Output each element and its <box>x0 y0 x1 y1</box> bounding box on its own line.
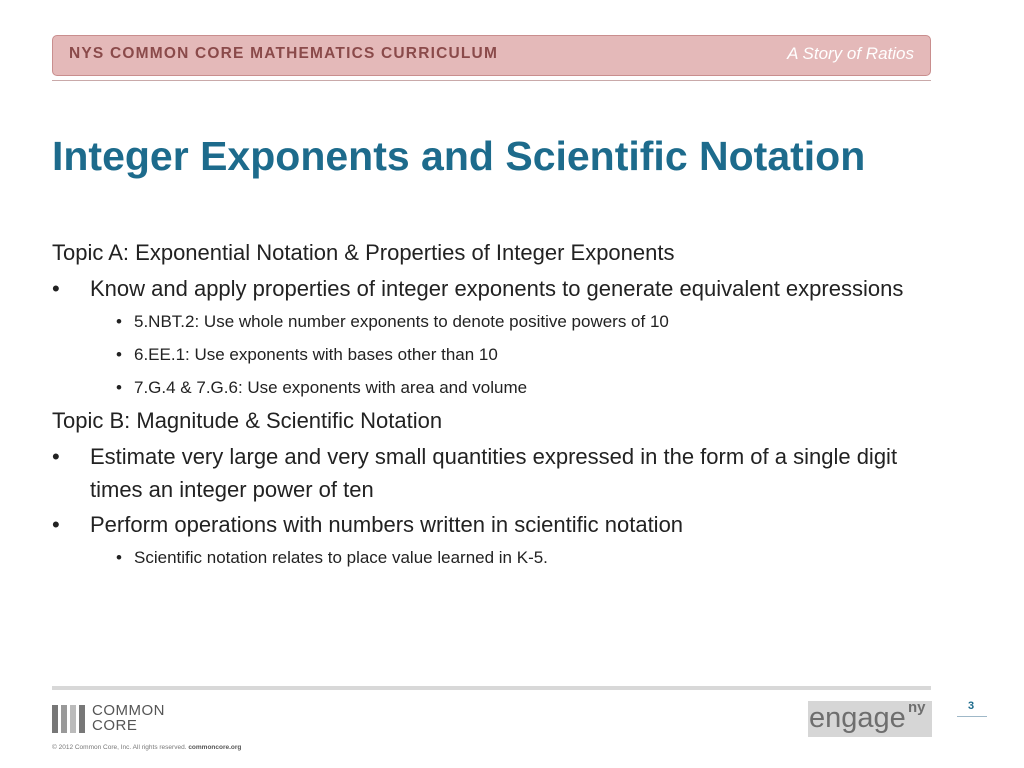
bullet-marker: • <box>52 444 60 469</box>
logo-bar-icon <box>70 705 76 733</box>
topic-b-bullet <box>52 508 932 541</box>
bullet-text: Perform operations with numbers written in scientific notation <box>90 512 684 537</box>
logo-text <box>92 703 165 733</box>
slide-title: Integer Exponents and Scientific Notation <box>52 133 866 179</box>
topic-a-subbullet <box>52 371 932 404</box>
engage-ny-logo <box>808 701 932 737</box>
bullet-marker: • <box>52 512 60 537</box>
subbullet-text: 6.EE.1: Use exponents with bases other than 10 <box>134 345 498 364</box>
subbullet-marker: • <box>116 345 122 364</box>
story-name: A Story of Ratios <box>787 44 914 63</box>
bullet-text: Estimate very large and very small quantities expressed in the form of a single digit times an integer power of ten <box>90 444 898 502</box>
header-divider <box>52 80 931 81</box>
slide-content <box>52 236 932 574</box>
topic-b-subbullet <box>52 541 932 574</box>
topic-a-heading: Topic A: Exponential Notation & Properties of Integer Exponents <box>52 240 675 265</box>
bullet-text: Know and apply properties of integer exponents to generate equivalent expressions <box>90 276 904 301</box>
page-number: 3 <box>967 700 975 712</box>
subbullet-marker: • <box>116 548 122 567</box>
topic-a-subbullet <box>52 338 932 371</box>
logo-bar-icon <box>61 705 67 733</box>
engage-word: engage <box>809 702 906 734</box>
copyright-notice <box>52 744 241 751</box>
logo-bar-icon <box>79 705 85 733</box>
engage-ny-superscript: ny <box>908 699 926 716</box>
topic-b-bullet <box>52 440 932 506</box>
page-number-underline <box>957 716 987 717</box>
copyright-text: © 2012 Common Core, Inc. All rights reserved. <box>52 744 187 751</box>
logo-text-line1: COMMON <box>92 702 165 719</box>
subbullet-marker: • <box>116 378 122 397</box>
subbullet-text: 5.NBT.2: Use whole number exponents to denote positive powers of 10 <box>134 312 669 331</box>
curriculum-name: NYS COMMON CORE MATHEMATICS CURRICULUM <box>69 45 499 62</box>
topic-b-heading: Topic B: Magnitude & Scientific Notation <box>52 408 443 433</box>
topic-a-subbullet <box>52 305 932 338</box>
subbullet-text: 7.G.4 & 7.G.6: Use exponents with area and volume <box>134 378 528 397</box>
common-core-logo <box>52 702 192 737</box>
bullet-marker: • <box>52 276 60 301</box>
logo-bar-icon <box>52 705 58 733</box>
subbullet-text: Scientific notation relates to place value learned in K-5. <box>134 548 548 567</box>
footer-divider <box>52 686 931 690</box>
subbullet-marker: • <box>116 312 122 331</box>
curriculum-header-banner <box>52 35 931 76</box>
copyright-link[interactable]: commoncore.org <box>188 744 242 751</box>
topic-a-bullet <box>52 272 932 305</box>
logo-text-line2: CORE <box>92 717 138 734</box>
